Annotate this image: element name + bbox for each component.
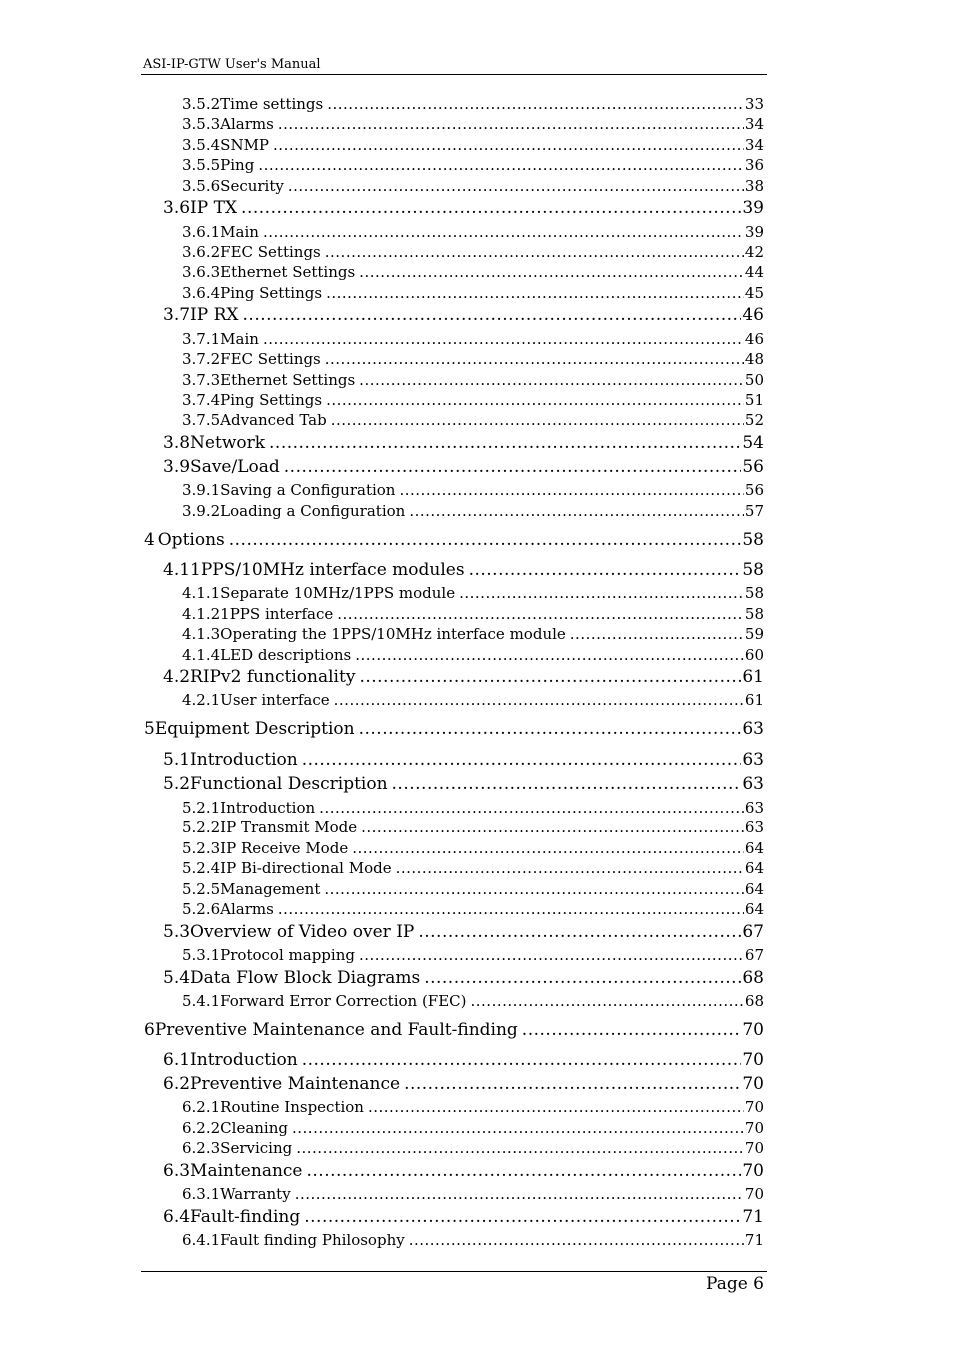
toc-entry-title: Loading a Configuration [220, 502, 406, 520]
toc-entry-page: 58 [742, 560, 764, 580]
toc-dot-leader [368, 1097, 744, 1117]
toc-entry-title: Maintenance [190, 1161, 303, 1181]
toc-entry-page: 33 [744, 95, 764, 113]
toc-entry-number: 5.2.3 [182, 839, 221, 857]
toc-dot-leader [359, 666, 741, 689]
toc-dot-leader [292, 1118, 744, 1138]
toc-entry-title: Functional Description [190, 774, 388, 794]
toc-dot-leader [273, 135, 744, 155]
toc-entry-number: 5.2.5 [182, 880, 221, 898]
toc-entry-page: 42 [744, 243, 764, 261]
toc-dot-leader [325, 242, 744, 262]
toc-entry-title: IP Bi-directional Mode [220, 859, 392, 877]
toc-dot-leader [263, 329, 744, 349]
toc-dot-leader [306, 1160, 741, 1183]
toc-entry[interactable] [182, 94, 764, 114]
toc-entry-title: Save/Load [190, 457, 280, 477]
toc-entry-number: 3.5.6 [182, 177, 221, 195]
toc-entry-page: 70 [742, 1161, 764, 1181]
toc-entry-title: Management [220, 880, 321, 898]
toc-dot-leader [296, 1138, 744, 1158]
toc-dot-leader [469, 559, 742, 582]
toc-entry-number: 6.2 [163, 1074, 191, 1094]
toc-entry-title: Introduction [190, 1050, 298, 1070]
toc-entry-number: 5.2.2 [182, 818, 221, 836]
toc-entry-title: Ping [220, 156, 255, 174]
toc-dot-leader [355, 645, 744, 665]
toc-entry-page: 54 [742, 433, 764, 453]
toc-entry-title: 1PPS interface [220, 605, 334, 623]
toc-entry-page: 44 [744, 263, 764, 281]
toc-entry-number: 6 [144, 1020, 155, 1040]
toc-entry[interactable] [182, 1138, 764, 1158]
toc-entry-title: Fault-finding [190, 1207, 301, 1227]
toc-entry-title: Overview of Video over IP [190, 922, 415, 942]
toc-entry-page: 67 [742, 922, 764, 942]
toc-entry-number: 5.2.6 [182, 900, 221, 918]
toc-entry-page: 38 [744, 177, 764, 195]
toc-entry[interactable] [163, 749, 764, 772]
toc-entry-page: 63 [742, 750, 764, 770]
toc-entry-page: 70 [744, 1098, 764, 1116]
toc-dot-leader [304, 1206, 741, 1229]
toc-entry[interactable] [182, 838, 764, 858]
toc-entry[interactable] [182, 390, 764, 410]
toc-dot-leader [241, 197, 741, 220]
toc-entry-number: 3.6.1 [182, 223, 221, 241]
toc-entry-title: Time settings [220, 95, 324, 113]
toc-entry-page: 70 [742, 1020, 764, 1040]
toc-entry-number: 6.3 [163, 1161, 191, 1181]
toc-entry-number: 3.5.2 [182, 95, 221, 113]
toc-dot-leader [325, 349, 744, 369]
toc-entry[interactable] [182, 329, 764, 349]
toc-dot-leader [302, 749, 742, 772]
toc-dot-leader [295, 1184, 744, 1204]
toc-dot-leader [243, 304, 742, 327]
toc-dot-leader [418, 921, 741, 944]
toc-entry-number: 5.4.1 [182, 992, 221, 1010]
toc-entry-page: 70 [744, 1185, 764, 1203]
toc-dot-leader [326, 390, 744, 410]
toc-dot-leader [334, 690, 744, 710]
toc-entry-page: 70 [742, 1074, 764, 1094]
toc-entry[interactable] [182, 222, 764, 242]
toc-entry-page: 64 [744, 880, 764, 898]
toc-dot-leader [319, 798, 744, 818]
toc-entry-number: 3.7 [163, 305, 191, 325]
toc-entry-number: 6.2.3 [182, 1139, 221, 1157]
toc-entry-page: 68 [742, 968, 764, 988]
toc-entry-title: Introduction [190, 750, 298, 770]
toc-entry-page: 58 [742, 530, 764, 550]
toc-dot-leader [396, 858, 744, 878]
toc-entry[interactable] [182, 262, 764, 282]
toc-entry-title: Operating the 1PPS/10MHz interface module [220, 625, 566, 643]
toc-dot-leader [331, 410, 744, 430]
toc-entry-title: Protocol mapping [220, 946, 355, 964]
toc-entry[interactable] [163, 1073, 764, 1096]
toc-entry[interactable] [182, 624, 764, 644]
toc-entry-title: Options [157, 530, 225, 550]
toc-entry-title: 1PPS/10MHz interface modules [190, 560, 465, 580]
toc-dot-leader [229, 529, 742, 552]
toc-entry-title: IP Receive Mode [220, 839, 349, 857]
toc-entry-number: 3.9.1 [182, 481, 221, 499]
toc-entry[interactable] [163, 559, 764, 582]
toc-entry-number: 5.3.1 [182, 946, 221, 964]
toc-entry-page: 34 [744, 136, 764, 154]
toc-entry[interactable] [182, 176, 764, 196]
toc-entry[interactable] [182, 349, 764, 369]
toc-dot-leader [302, 1049, 742, 1072]
toc-entry[interactable] [163, 1160, 764, 1183]
toc-dot-leader [471, 991, 744, 1011]
toc-entry-number: 3.5.4 [182, 136, 221, 154]
toc-entry[interactable] [144, 1019, 764, 1042]
toc-entry-number: 4.2 [163, 667, 191, 687]
toc-entry[interactable] [182, 879, 764, 899]
toc-entry-number: 3.6.3 [182, 263, 221, 281]
toc-entry-page: 63 [744, 799, 764, 817]
toc-entry-page: 63 [742, 719, 764, 739]
toc-entry[interactable] [182, 645, 764, 665]
toc-entry-page: 61 [742, 667, 764, 687]
toc-entry-number: 5.2.1 [182, 799, 221, 817]
toc-entry-number: 6.1 [163, 1050, 191, 1070]
toc-dot-leader [359, 370, 744, 390]
toc-dot-leader [327, 94, 744, 114]
toc-entry[interactable] [182, 991, 764, 1011]
toc-entry[interactable] [163, 967, 764, 990]
toc-entry-title: SNMP [220, 136, 270, 154]
toc-entry-page: 50 [744, 371, 764, 389]
toc-dot-leader [570, 624, 744, 644]
toc-entry-title: Saving a Configuration [220, 481, 396, 499]
toc-entry-title: IP RX [190, 305, 239, 325]
toc-entry[interactable] [182, 410, 764, 430]
toc-entry[interactable] [144, 718, 764, 741]
toc-dot-leader [359, 945, 744, 965]
toc-entry-title: Preventive Maintenance and Fault-finding [154, 1020, 518, 1040]
toc-entry-title: User interface [220, 691, 330, 709]
toc-dot-leader [522, 1019, 742, 1042]
toc-entry-page: 70 [744, 1139, 764, 1157]
toc-dot-leader [359, 718, 742, 741]
toc-entry[interactable] [182, 604, 764, 624]
toc-entry-title: Ethernet Settings [220, 371, 356, 389]
toc-entry-number: 5.2 [163, 774, 191, 794]
toc-entry-number: 4.1 [163, 560, 191, 580]
toc-dot-leader [324, 879, 744, 899]
toc-entry[interactable] [182, 858, 764, 878]
toc-entry-page: 56 [744, 481, 764, 499]
toc-entry[interactable] [163, 456, 764, 479]
toc-entry-title: Main [220, 223, 259, 241]
toc-dot-leader [399, 480, 743, 500]
toc-entry-page: 58 [744, 584, 764, 602]
toc-entry[interactable] [182, 135, 764, 155]
toc-entry[interactable] [182, 1184, 764, 1204]
toc-dot-leader [424, 967, 741, 990]
toc-entry-title: Warranty [220, 1185, 291, 1203]
running-header: ASI-IP-GTW User's Manual [143, 57, 321, 72]
toc-dot-leader [269, 432, 741, 455]
toc-entry-page: 39 [742, 198, 764, 218]
toc-entry-title: Ping Settings [220, 284, 323, 302]
toc-entry-page: 46 [742, 305, 764, 325]
toc-entry-page: 34 [744, 115, 764, 133]
toc-entry[interactable] [182, 1230, 764, 1250]
toc-entry-page: 60 [744, 646, 764, 664]
toc-dot-leader [392, 773, 742, 796]
toc-entry-page: 48 [744, 350, 764, 368]
toc-dot-leader [284, 456, 742, 479]
toc-entry-number: 3.6 [163, 198, 191, 218]
toc-dot-leader [337, 604, 744, 624]
toc-entry-number: 3.8 [163, 433, 191, 453]
toc-entry[interactable] [163, 432, 764, 455]
toc-dot-leader [404, 1073, 741, 1096]
toc-entry-page: 51 [744, 391, 764, 409]
toc-entry[interactable] [182, 283, 764, 303]
toc-entry-title: Servicing [220, 1139, 293, 1157]
toc-dot-leader [359, 262, 744, 282]
toc-entry-number: 3.7.5 [182, 411, 221, 429]
toc-entry-page: 36 [744, 156, 764, 174]
toc-dot-leader [278, 899, 744, 919]
toc-dot-leader [409, 501, 744, 521]
toc-entry-title: RIPv2 functionality [190, 667, 356, 687]
toc-entry-page: 70 [744, 1119, 764, 1137]
toc-entry-number: 3.5.3 [182, 115, 221, 133]
footer-rule [141, 1271, 767, 1272]
toc-entry-page: 70 [742, 1050, 764, 1070]
toc-entry-title: Alarms [220, 115, 274, 133]
toc-entry-page: 64 [744, 900, 764, 918]
toc-entry-title: Routine Inspection [220, 1098, 364, 1116]
toc-entry-number: 4.1.4 [182, 646, 221, 664]
toc-entry-number: 4.2.1 [182, 691, 221, 709]
toc-entry[interactable] [144, 529, 764, 552]
toc-entry-number: 6.4.1 [182, 1231, 221, 1249]
toc-entry-number: 4.1.1 [182, 584, 221, 602]
toc-entry-number: 3.7.1 [182, 330, 221, 348]
toc-entry-number: 5.1 [163, 750, 191, 770]
toc-dot-leader [352, 838, 744, 858]
toc-entry-title: FEC Settings [220, 243, 321, 261]
toc-entry-page: 67 [744, 946, 764, 964]
toc-entry-page: 64 [744, 859, 764, 877]
toc-entry-page: 63 [742, 774, 764, 794]
toc-entry-title: Equipment Description [154, 719, 355, 739]
toc-entry-page: 56 [742, 457, 764, 477]
toc-dot-leader [361, 817, 744, 837]
toc-entry-title: Main [220, 330, 259, 348]
toc-entry-title: Preventive Maintenance [190, 1074, 401, 1094]
toc-entry[interactable] [182, 155, 764, 175]
toc-entry[interactable] [182, 899, 764, 919]
toc-entry-number: 5.3 [163, 922, 191, 942]
toc-entry-number: 4 [144, 530, 155, 550]
toc-entry[interactable] [182, 370, 764, 390]
toc-entry-number: 4.1.2 [182, 605, 221, 623]
toc-entry-number: 4.1.3 [182, 625, 221, 643]
toc-entry[interactable] [163, 921, 764, 944]
toc-entry-page: 59 [744, 625, 764, 643]
toc-entry-title: FEC Settings [220, 350, 321, 368]
toc-entry-title: IP TX [190, 198, 238, 218]
toc-entry[interactable] [182, 945, 764, 965]
toc-entry-title: Forward Error Correction (FEC) [220, 992, 467, 1010]
toc-entry-number: 3.9 [163, 457, 191, 477]
toc-entry[interactable] [163, 197, 764, 220]
toc-entry-title: Network [190, 433, 266, 453]
toc-entry[interactable] [182, 480, 764, 500]
toc-dot-leader [459, 583, 744, 603]
toc-dot-leader [326, 283, 744, 303]
toc-entry[interactable] [182, 690, 764, 710]
toc-entry[interactable] [163, 773, 764, 796]
toc-entry-page: 61 [744, 691, 764, 709]
toc-entry-number: 6.2.2 [182, 1119, 221, 1137]
toc-entry[interactable] [163, 304, 764, 327]
toc-entry-title: Introduction [220, 799, 316, 817]
toc-entry-title: Fault finding Philosophy [220, 1231, 405, 1249]
toc-entry[interactable] [182, 583, 764, 603]
toc-entry-title: Data Flow Block Diagrams [190, 968, 421, 988]
toc-entry-number: 6.3.1 [182, 1185, 221, 1203]
toc-entry-title: LED descriptions [220, 646, 352, 664]
toc-entry[interactable] [182, 817, 764, 837]
toc-entry-number: 3.7.4 [182, 391, 221, 409]
toc-entry-number: 3.7.2 [182, 350, 221, 368]
toc-dot-leader [263, 222, 744, 242]
toc-entry-title: Alarms [220, 900, 274, 918]
toc-entry-page: 39 [744, 223, 764, 241]
toc-entry-number: 6.2.1 [182, 1098, 221, 1116]
toc-entry-page: 45 [744, 284, 764, 302]
toc-entry-title: Ethernet Settings [220, 263, 356, 281]
toc-entry-page: 71 [742, 1207, 764, 1227]
toc-entry-title: Ping Settings [220, 391, 323, 409]
toc-entry-number: 5.4 [163, 968, 191, 988]
toc-entry-title: Separate 10MHz/1PPS module [220, 584, 456, 602]
toc-entry-page: 52 [744, 411, 764, 429]
toc-entry-page: 64 [744, 839, 764, 857]
toc-entry-number: 3.7.3 [182, 371, 221, 389]
toc-entry-title: IP Transmit Mode [220, 818, 358, 836]
toc-entry-number: 3.5.5 [182, 156, 221, 174]
toc-entry-number: 3.6.4 [182, 284, 221, 302]
toc-dot-leader [409, 1230, 744, 1250]
toc-dot-leader [258, 155, 744, 175]
toc-entry-title: Advanced Tab [220, 411, 327, 429]
toc-entry[interactable] [182, 1097, 764, 1117]
toc-entry-number: 6.4 [163, 1207, 191, 1227]
toc-entry[interactable] [182, 242, 764, 262]
toc-entry[interactable] [163, 1049, 764, 1072]
toc-entry[interactable] [163, 666, 764, 689]
toc-entry-page: 46 [744, 330, 764, 348]
toc-entry[interactable] [182, 798, 764, 818]
toc-entry-page: 71 [744, 1231, 764, 1249]
toc-entry-title: Security [220, 177, 284, 195]
toc-entry-number: 3.9.2 [182, 502, 221, 520]
toc-entry-number: 3.6.2 [182, 243, 221, 261]
toc-entry[interactable] [182, 114, 764, 134]
toc-entry-number: 5 [144, 719, 155, 739]
toc-entry[interactable] [182, 501, 764, 521]
toc-entry-title: Cleaning [220, 1119, 288, 1137]
page-number: Page 6 [706, 1274, 764, 1294]
toc-entry[interactable] [163, 1206, 764, 1229]
toc-entry-page: 68 [744, 992, 764, 1010]
toc-entry[interactable] [182, 1118, 764, 1138]
toc-entry-page: 57 [744, 502, 764, 520]
toc-dot-leader [278, 114, 744, 134]
toc-entry-page: 58 [744, 605, 764, 623]
toc-dot-leader [288, 176, 744, 196]
toc-entry-page: 63 [744, 818, 764, 836]
toc-entry-number: 5.2.4 [182, 859, 221, 877]
